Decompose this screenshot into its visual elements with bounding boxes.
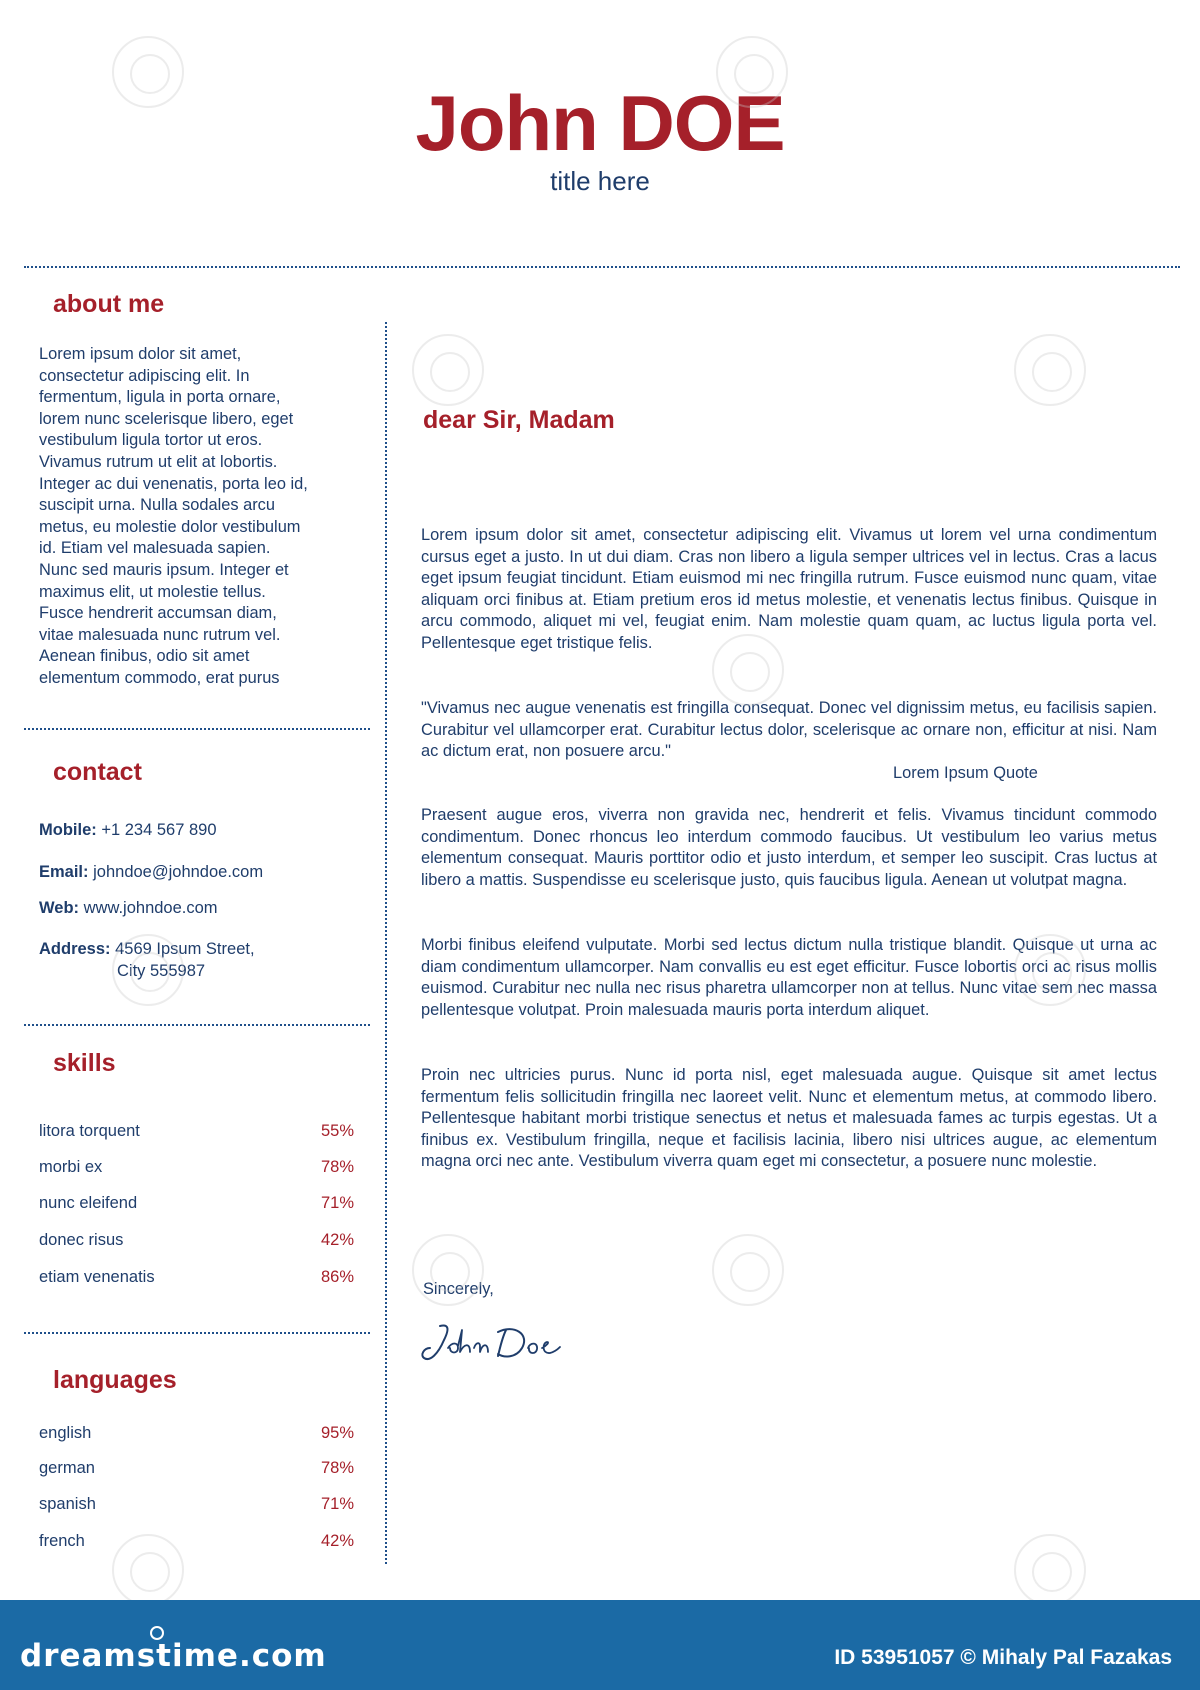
- watermark-logo-icon: [712, 634, 784, 706]
- language-value: 95%: [320, 1424, 354, 1442]
- column-divider: [385, 322, 387, 1564]
- about-line: Fusce hendrerit accumsan diam,: [39, 604, 277, 623]
- language-label: french: [39, 1532, 85, 1550]
- signature-image: [418, 1318, 578, 1366]
- mobile-label: Mobile:: [39, 821, 97, 839]
- skill-value: 86%: [320, 1268, 354, 1286]
- header-divider: [24, 266, 1180, 268]
- about-line: metus, eu molestie dolor vestibulum: [39, 517, 301, 536]
- about-divider: [24, 728, 370, 730]
- language-value: 71%: [320, 1495, 354, 1513]
- languages-heading: languages: [53, 1366, 177, 1394]
- web-label: Web:: [39, 899, 80, 917]
- letter-paragraph-4: Proin nec ultricies purus. Nunc id porta nisl, eget malesuada augue. Quisque sit amet lectus fermentum felis sollicitudin fringilla nec laoreet velit. Nunc et elementum metus, at commodo libero. Pellentesque habitant morbi tristique senectus et netus et malesuada fames ac turpis egestas. Ut a finibus ex. Vestibulum fringilla, neque et facilisis lacinia, libero nisi ultrices augue, ac elementum magna orci nec ante. Vestibulum viverra quam eget mi consectetur, a posuere nunc molestie.: [421, 1066, 1157, 1171]
- contact-email: [39, 861, 263, 883]
- skill-value: 78%: [320, 1158, 354, 1176]
- watermark-logo-icon: [112, 934, 184, 1006]
- footer-credit: ID 53951057 © Mihaly Pal Fazakas: [834, 1646, 1172, 1669]
- contact-heading: contact: [53, 758, 142, 786]
- letter-paragraph-1: Lorem ipsum dolor sit amet, consectetur adipiscing elit. Vivamus ut lorem vel urna condimentum cursus eget a justo. In ut dui diam. Cras non libero a ligula semper ultrices vel in lectus. Cras a lacus eget ipsum feugiat tincidunt. Etiam euismod mi nec fringilla rutrum. Fusce euismod nunc quam, vitae aliquam orci finibus at. Etiam pretium eros id metus molestie, et venenatis lectus finibus. Quisque in arcu commodo, aliquet mi vel, feugiat enim. Nam molestie quam quam, ac luctus ligula porta vel. Pellentesque eget tristique felis.: [421, 526, 1157, 652]
- letter-paragraph-3: Morbi finibus eleifend vulputate. Morbi sed lectus dictum nulla tristique blandit. Quisque ut urna ac diam condimentum ullamcorper. Nam convallis eu est eget efficitur. Fusce lobortis orci ac risus mollis euismod. Curabitur nec nulla nec risus pharetra ullamcorper non at tellus. Nunc vitae sem nec massa pellentesque volutpat. Proin malesuada mauris porta interdum aliquet.: [421, 936, 1157, 1019]
- about-line: Lorem ipsum dolor sit amet,: [39, 345, 242, 363]
- applicant-title: title here: [550, 166, 650, 196]
- about-line: Integer ac dui venenatis, porta leo id,: [39, 474, 308, 493]
- about-line: vestibulum ligula tortor ut eros.: [39, 431, 263, 450]
- skill-label: litora torquent: [39, 1122, 140, 1140]
- skills-heading: skills: [53, 1049, 116, 1077]
- address-line1: 4569 Ipsum Street,: [115, 940, 255, 958]
- skill-label: etiam venenatis: [39, 1268, 155, 1286]
- watermark-logo-icon: [112, 36, 184, 108]
- watermark-logo-icon: [1014, 1534, 1086, 1606]
- about-line: lorem nunc scelerisque libero, eget: [39, 409, 294, 428]
- about-line: vitae malesuada nunc rutrum vel.: [39, 625, 281, 644]
- footer-brand[interactable]: dreamstime.com: [20, 1638, 327, 1674]
- watermark-logo-icon: [1014, 934, 1086, 1006]
- skill-value: 71%: [320, 1194, 354, 1212]
- skill-label: morbi ex: [39, 1158, 103, 1176]
- address-line2: City 555987: [117, 962, 206, 980]
- watermark-logo-icon: [412, 334, 484, 406]
- letter-closing: Sincerely,: [423, 1280, 494, 1298]
- letter-paragraph-2: Praesent augue eros, viverra non gravida nec, hendrerit et felis. Vivamus tincidunt commodo condimentum. Donec rhoncus leo interdum commodo faucibus. Ut vestibulum leo varius metus elementum consequat. Mauris porttitor odio et justo interdum, et semper leo suscipit. Cras luctus at libero a mattis. Suspendisse eu scelerisque justo, quis faucibus ligula. Aenean ut volutpat magna.: [421, 806, 1157, 889]
- about-line: maximus elit, ut molestie tellus.: [39, 582, 266, 601]
- applicant-name: John DOE: [415, 79, 785, 167]
- header: [0, 0, 1200, 260]
- letter-greeting: dear Sir, Madam: [423, 406, 615, 434]
- language-label: english: [39, 1424, 92, 1442]
- about-line: suscipit urna. Nulla sodales arcu: [39, 496, 275, 515]
- about-line: Vivamus rutrum ut elit at lobortis.: [39, 452, 278, 471]
- skills-divider: [24, 1332, 370, 1334]
- email-label: Email:: [39, 863, 89, 881]
- about-line: consectetur adipiscing elit. In: [39, 366, 250, 385]
- about-text: [39, 344, 359, 690]
- mobile-value: +1 234 567 890: [101, 821, 217, 839]
- about-line: id. Etiam vel malesuada sapien.: [39, 539, 271, 558]
- footer-bar: [0, 1600, 1200, 1690]
- language-label: german: [39, 1459, 95, 1477]
- watermark-logo-icon: [112, 1534, 184, 1606]
- language-value: 78%: [320, 1459, 354, 1477]
- letter-quote: "Vivamus nec augue venenatis est fringilla consequat. Donec vel dignissim metus, eu facilisis sapien. Curabitur vel ullamcorper erat. Curabitur lectus dolor, scelerisque ac ornare non, efficitur at nisi. Nam ac dictum erat, non posuere arcu.": [421, 699, 1157, 761]
- address-label: Address:: [39, 940, 111, 958]
- email-value[interactable]: johndoe@johndoe.com: [93, 863, 264, 881]
- quote-attribution: Lorem Ipsum Quote: [893, 764, 1038, 782]
- about-heading: about me: [53, 290, 165, 318]
- skill-value: 42%: [320, 1231, 354, 1249]
- skill-value: 55%: [320, 1122, 354, 1140]
- contact-web: [39, 897, 218, 919]
- web-value[interactable]: www.johndoe.com: [83, 899, 218, 917]
- contact-mobile: [39, 819, 217, 841]
- watermark-logo-icon: [412, 1234, 484, 1306]
- skill-label: nunc eleifend: [39, 1194, 138, 1212]
- watermark-logo-icon: [716, 36, 788, 108]
- watermark-logo-icon: [712, 1234, 784, 1306]
- about-line: Aenean finibus, odio sit amet: [39, 647, 250, 666]
- language-label: spanish: [39, 1495, 96, 1513]
- brand-swirl-icon: [150, 1626, 164, 1640]
- about-line: fermentum, ligula in porta ornare,: [39, 388, 281, 407]
- contact-divider: [24, 1024, 370, 1026]
- about-line: elementum commodo, erat purus: [39, 668, 280, 687]
- watermark-logo-icon: [1014, 334, 1086, 406]
- skill-label: donec risus: [39, 1231, 124, 1249]
- about-line: Nunc sed mauris ipsum. Integer et: [39, 560, 289, 579]
- language-value: 42%: [320, 1532, 354, 1550]
